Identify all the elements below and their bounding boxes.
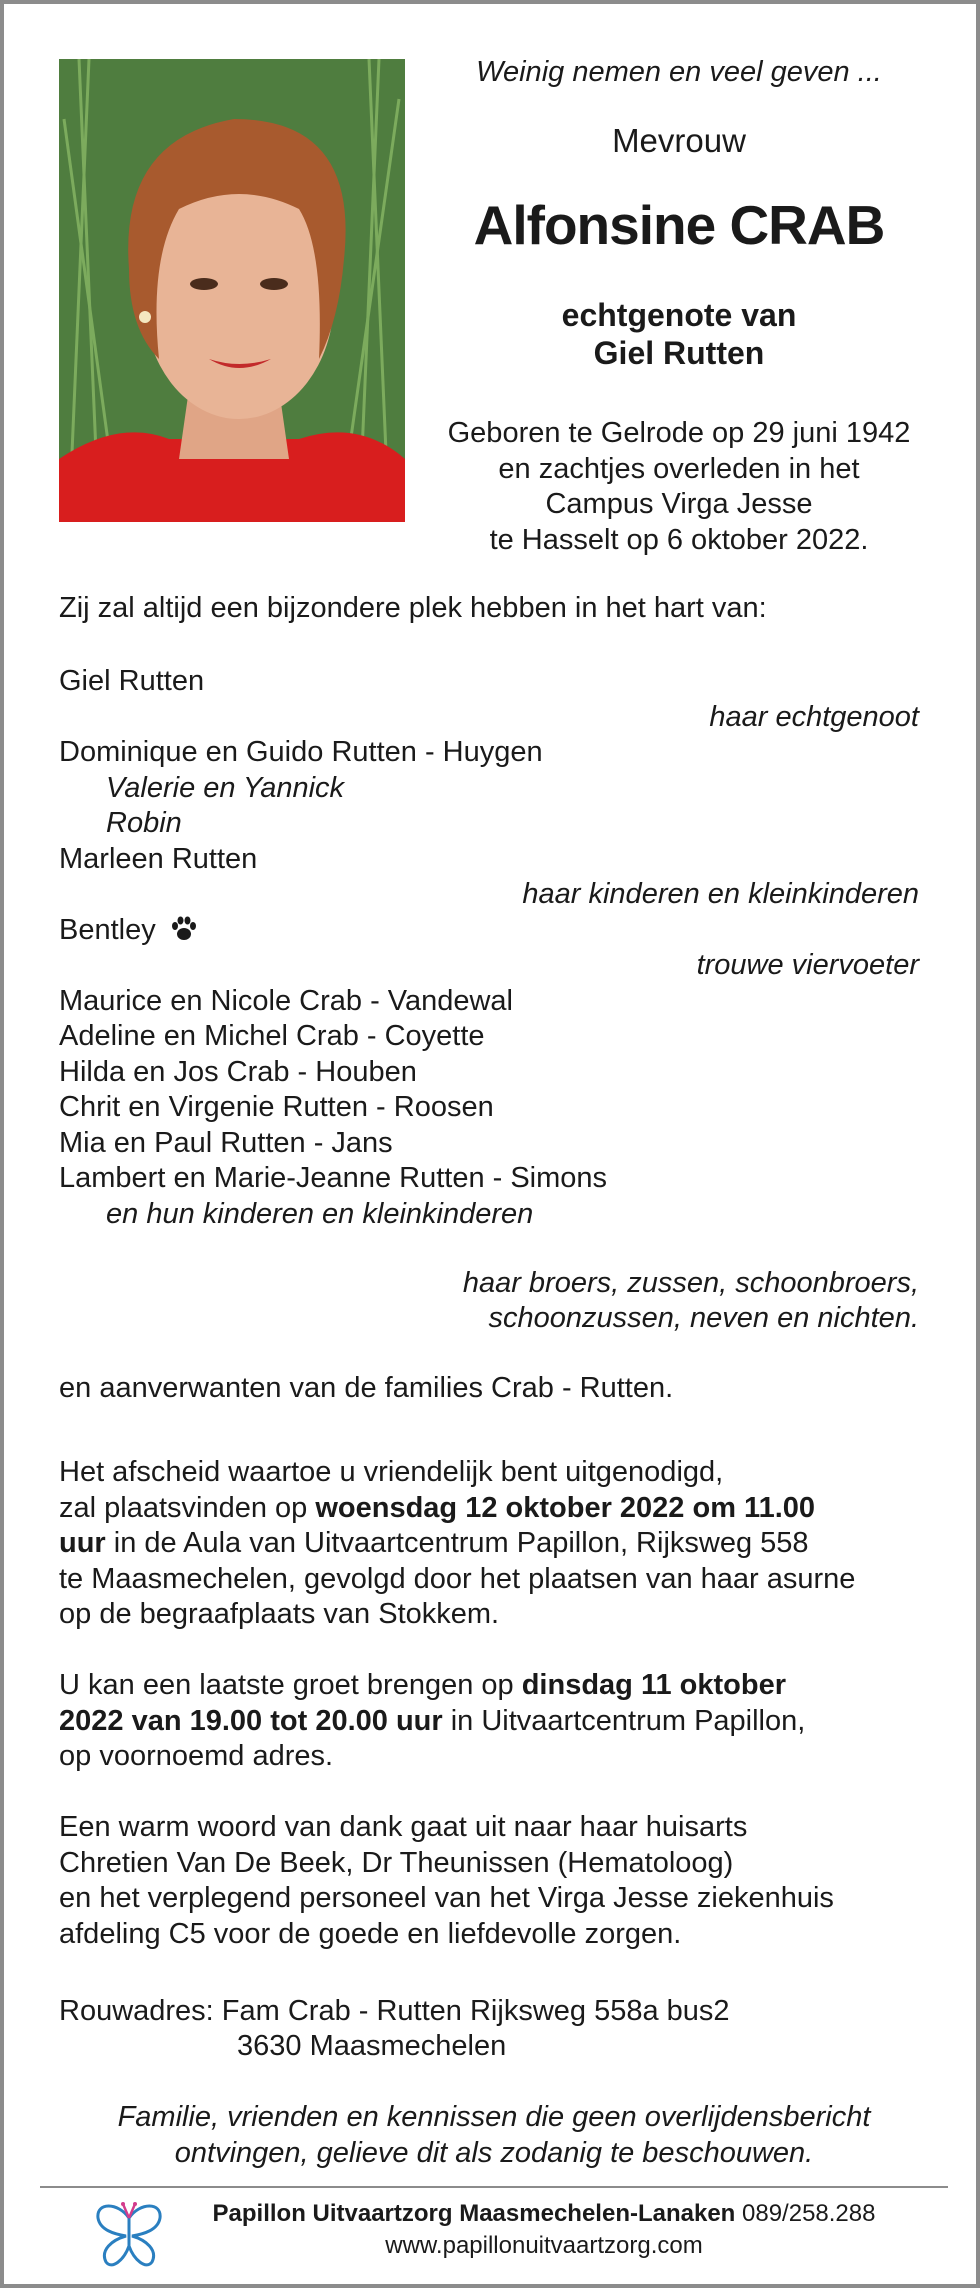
paw-icon <box>170 915 198 953</box>
funeral-line: Het afscheid waartoe u vriendelijk bent uitgenodigd, <box>59 1456 724 1488</box>
visit-paragraph <box>59 1668 929 1775</box>
footer-divider <box>40 2186 948 2188</box>
visit-text: U kan een laatste groet brengen op <box>59 1669 522 1701</box>
family-child: Dominique en Guido Rutten - Huygen <box>59 736 543 768</box>
spouse-block <box>414 296 944 372</box>
visit-line <box>59 1704 929 1740</box>
siblings-children: en hun kinderen en kleinkinderen <box>106 1198 534 1230</box>
closing-line: Familie, vrienden en kennissen die geen overlijdensbericht <box>117 2101 871 2133</box>
butterfly-logo-icon <box>90 2196 168 2272</box>
portrait-image <box>59 59 405 522</box>
company-phone[interactable]: 089/258.288 <box>735 2200 876 2227</box>
spouse-line-2: Giel Rutten <box>593 335 765 371</box>
funeral-paragraph <box>59 1455 929 1633</box>
visit-line <box>59 1668 929 1704</box>
born-line: en zachtjes overleden in het <box>498 452 860 485</box>
visit-time: 2022 van 19.00 tot 20.00 uur <box>59 1704 443 1737</box>
mourning-address-line-1: Rouwadres: Fam Crab - Rutten Rijksweg 558a bus2 <box>59 1995 730 2027</box>
born-line: Campus Virga Jesse <box>545 488 813 520</box>
thanks-line: en het verplegend personeel van het Virga Jesse ziekenhuis <box>59 1882 834 1914</box>
funeral-text: in de Aula van Uitvaartcentrum Papillon, Rijksweg 558 <box>105 1527 809 1559</box>
family-grandchild: Valerie en Yannick <box>106 772 345 804</box>
funeral-text: zal plaatsvinden op <box>59 1491 316 1524</box>
funeral-line: op de begraafplaats van Stokkem. <box>59 1598 500 1630</box>
pet-role: trouwe viervoeter <box>696 949 919 981</box>
children-role: haar kinderen en kleinkinderen <box>522 878 919 910</box>
portrait-photo <box>59 59 405 522</box>
pet-name: Bentley <box>59 914 156 946</box>
deceased-name: Alfonsine CRAB <box>473 194 885 256</box>
sibling: Chrit en Virgenie Rutten - Roosen <box>59 1091 494 1123</box>
thanks-line: Chretien Van De Beek, Dr Theunissen (Hematoloog) <box>59 1846 734 1879</box>
born-line: Geboren te Gelrode op 29 juni 1942 <box>447 417 911 449</box>
funeral-date-end: uur <box>59 1527 106 1559</box>
footer-company-line <box>184 2199 904 2229</box>
spouse-line-1: echtgenote van <box>561 297 797 333</box>
company-website[interactable]: www.papillonuitvaartzorg.com <box>385 2232 703 2259</box>
closing-line: ontvingen, gelieve dit als zodanig te beschouwen. <box>174 2136 814 2169</box>
visit-text: in Uitvaartcentrum Papillon, <box>442 1704 806 1737</box>
motto: Weinig nemen en veel geven ... <box>476 56 882 88</box>
closing-note <box>59 2100 929 2171</box>
sibling: Mia en Paul Rutten - Jans <box>59 1127 393 1159</box>
siblings-role-line-2: schoonzussen, neven en nichten. <box>488 1302 919 1334</box>
family-spouse: Giel Rutten <box>59 665 205 697</box>
mourning-address-line-2: 3630 Maasmechelen <box>237 2030 507 2062</box>
thanks-paragraph <box>59 1810 929 1952</box>
sibling: Lambert en Marie-Jeanne Rutten - Simons <box>59 1162 608 1194</box>
funeral-line <box>59 1491 929 1527</box>
visit-line: op voornoemd adres. <box>59 1740 334 1772</box>
birth-death-block <box>414 416 944 558</box>
family-pet <box>59 913 198 953</box>
spouse-role: haar echtgenoot <box>709 701 919 733</box>
sibling: Hilda en Jos Crab - Houben <box>59 1056 417 1088</box>
family-child: Marleen Rutten <box>59 843 258 875</box>
born-line: te Hasselt op 6 oktober 2022. <box>489 523 869 556</box>
sibling: Adeline en Michel Crab - Coyette <box>59 1020 485 1052</box>
funeral-line: te Maasmechelen, gevolgd door het plaatsen van haar asurne <box>59 1562 856 1595</box>
company-name: Papillon Uitvaartzorg Maasmechelen-Lanaken <box>212 2200 736 2227</box>
siblings-role-line-1: haar broers, zussen, schoonbroers, <box>462 1267 919 1299</box>
title-prefix: Mevrouw <box>612 122 746 159</box>
relatives-line: en aanverwanten van de families Crab - Rutten. <box>59 1372 674 1404</box>
funeral-line <box>59 1526 929 1562</box>
family-grandchild: Robin <box>106 807 182 839</box>
sibling: Maurice en Nicole Crab - Vandewal <box>59 985 514 1017</box>
thanks-line: Een warm woord van dank gaat uit naar haar huisarts <box>59 1811 748 1843</box>
visit-date: dinsdag 11 oktober <box>521 1669 787 1701</box>
intro-text: Zij zal altijd een bijzondere plek hebben in het hart van: <box>59 592 767 624</box>
funeral-date: woensdag 12 oktober 2022 om 11.00 <box>315 1491 816 1524</box>
thanks-line: afdeling C5 voor de goede en liefdevolle zorgen. <box>59 1917 682 1950</box>
